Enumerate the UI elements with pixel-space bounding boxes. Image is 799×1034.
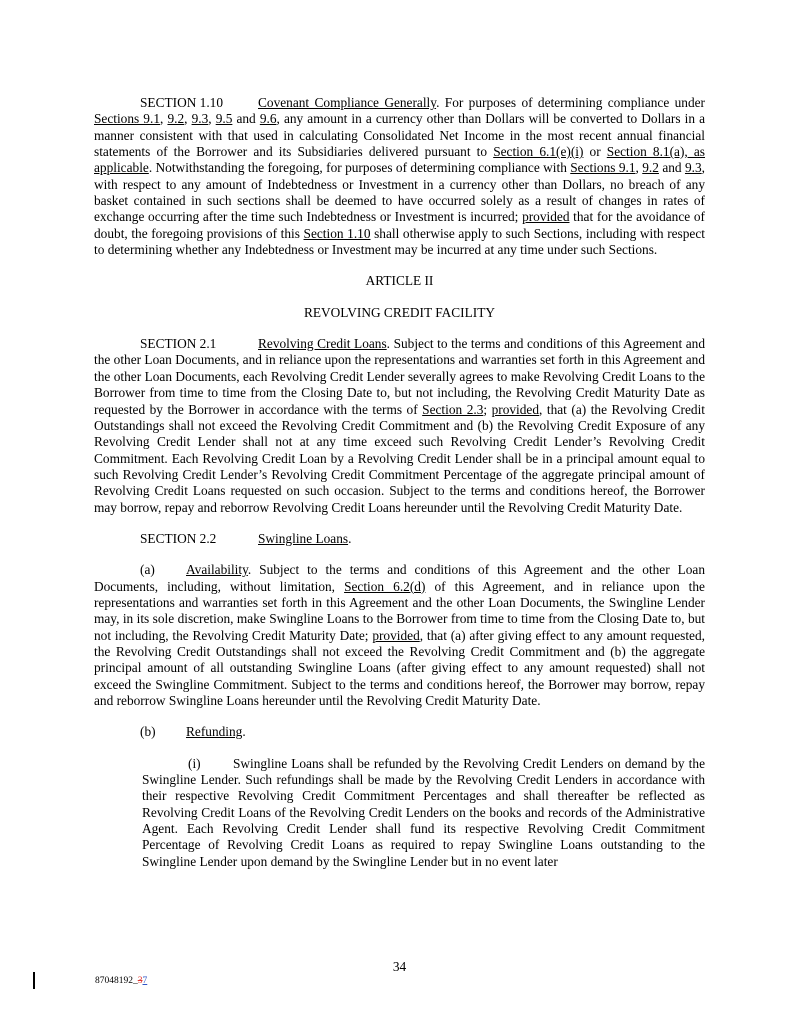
paragraph-title: Availability [186, 562, 248, 578]
cross-reference: Section 8.1(a), as applicable [94, 144, 705, 176]
cross-reference: 9.5 [215, 111, 233, 127]
body-text: , with respect to any amount of Indebtedness or Investment in a currency other than Dollars, no breach of any basket contained in such sections shall be deemed to have occurred solely as a result of changes in rates of exchange occurring after the time such Indebtedness or Investment is incurred; [94, 160, 705, 225]
body-text: and [658, 160, 685, 176]
cross-reference: 9.2 [642, 160, 659, 176]
body-text: , that (a) after giving effect to any amount requested, the Revolving Credit Outstandings shall not exceed the Revolving Credit Commitment and (b) the aggregate principal amount of all outstanding Swingline Loans (after giving effect to any amount requested) shall not exceed the Swingline Commitment. Subject to the terms and conditions hereof, the Borrower may borrow, repay and reborrow Swingline Loans hereunder until the Revolving Credit Maturity Date. [94, 627, 705, 708]
inserted-version: 7 [142, 976, 148, 986]
section-heading: SECTION 2.1 [140, 336, 217, 352]
cross-reference: Sections 9.1 [94, 111, 160, 127]
article-number: ARTICLE II [365, 273, 434, 289]
body-text: and [232, 111, 260, 127]
section-title: Swingline Loans [258, 530, 349, 546]
paragraph-b-heading [94, 724, 705, 740]
body-text: , [208, 111, 216, 127]
page-number: 34 [392, 959, 407, 974]
cross-reference: Sections 9.1 [570, 160, 636, 176]
cross-reference: Section 2.3 [422, 401, 484, 417]
body-text: of this Agreement, and in reliance upon the representations and warranties set forth in this Agreement and the other Loan Documents, the Swingline Lender may, in its sole discretion, make Swingline Loans to the Borrower from time to time from the Closing Date to, but not including, the Revolving Credit Maturity Date; [94, 578, 705, 643]
section-title: Covenant Compliance Generally [258, 95, 437, 110]
cross-reference: 9.2 [167, 111, 185, 127]
section-2-2-heading [94, 531, 705, 547]
provided-term: provided [522, 209, 570, 225]
body-text: Swingline Loans shall be refunded by the Revolving Credit Lenders on demand by the Swingline Lender. Such refundings shall be made by the Revolving Credit Lenders in accordance with their respective Revolving Credit Commitment Percentages and shall thereafter be reflected as Revolving Credit Loans of the Revolving Credit Lenders on the books and records of the Administrative Agent. Each Revolving Credit Lender shall fund its respective Revolving Credit Commitment Percentage of Revolving Credit Loans as required to repay Swingline Loans outstanding to the Swingline Lender upon demand by the Swingline Lender but in no event later [142, 755, 705, 869]
body-text: that for the avoidance of doubt, the foregoing provisions of this [94, 209, 705, 241]
paragraph-label: (a) [140, 562, 155, 578]
body-text: ; [483, 401, 492, 417]
section-heading: SECTION 2.2 [140, 530, 217, 546]
paragraph-title: Refunding [186, 724, 243, 740]
body-text: . [242, 724, 246, 740]
revision-change-bar [33, 972, 35, 989]
body-text: , [635, 160, 643, 176]
provided-term: provided [491, 401, 540, 417]
section-title: Revolving Credit Loans [258, 336, 387, 352]
body-text: shall otherwise apply to such Sections, including with respect to determining whether any Indebtedness or Investment may be incurred at any time under such Sections. [94, 225, 705, 258]
cross-reference: Section 6.1(e)(i) [493, 144, 584, 160]
body-text: , any amount in a currency other than Dollars will be converted to Dollars in a manner consistent with that used in calculating Consolidated Net Income in the most recent annual financial statements of the Borrower and its Subsidiaries delivered pursuant to [94, 111, 706, 160]
section-heading: SECTION 1.10 [140, 95, 224, 110]
cross-reference: Section 1.10 [303, 225, 371, 241]
paragraph-a [94, 562, 705, 709]
cross-reference: 9.3 [684, 160, 702, 176]
cross-reference: 9.6 [259, 111, 277, 127]
body-text: . Subject to the terms and conditions of this Agreement and the other Loan Documents, including, without limitation, [94, 562, 705, 594]
footer-doc-id [95, 976, 147, 986]
body-text: . For purposes of determining compliance under [436, 95, 705, 110]
cross-reference: 9.3 [191, 111, 209, 127]
article-title: REVOLVING CREDIT FACILITY [303, 304, 495, 320]
body-text: , that (a) the Revolving Credit Outstandings shall not exceed the Revolving Credit Commitment and (b) the Revolving Credit Exposure of any Revolving Credit Lender shall not at any time exceed such Revolving Credit Lender’s Revolving Credit Commitment. Each Revolving Credit Loan by a Revolving Credit Lender shall be in a principal amount equal to such Revolving Credit Lender’s Revolving Credit Commitment Percentage of the aggregate principal amount of Revolving Credit Loans requested on such occasion. Subject to the terms and conditions hereof, the Borrower may borrow, repay and reborrow Revolving Credit Loans hereunder until the Revolving Credit Maturity Date. [94, 401, 705, 515]
paragraph-label: (b) [140, 724, 156, 740]
document-body [94, 95, 705, 870]
deleted-version: 3 [137, 976, 143, 986]
subparagraph-i [142, 756, 705, 870]
section-2-1-paragraph [94, 336, 705, 516]
body-text: . Notwithstanding the foregoing, for purposes of determining compliance with [148, 160, 571, 176]
subparagraph-label: (i) [188, 755, 201, 771]
body-text: . Subject to the terms and conditions of this Agreement and the other Loan Documents, and in reliance upon the representations and warranties set forth in this Agreement and the other Loan Documents, each Revolving Credit Lender severally agrees to make Revolving Credit Loans to the Borrower from time to time from the Closing Date to, but not including, the Revolving Credit Maturity Date as requested by the Borrower in accordance with the terms of [94, 336, 705, 417]
body-text: or [583, 144, 607, 160]
body-text: , [160, 111, 168, 127]
provided-term: provided [372, 627, 420, 643]
section-1-10-paragraph [94, 95, 705, 258]
body-text: . [348, 530, 352, 546]
body-text: , [184, 111, 192, 127]
doc-id-text: 87048192_ [95, 976, 138, 986]
cross-reference: Section 6.2(d) [344, 578, 426, 594]
